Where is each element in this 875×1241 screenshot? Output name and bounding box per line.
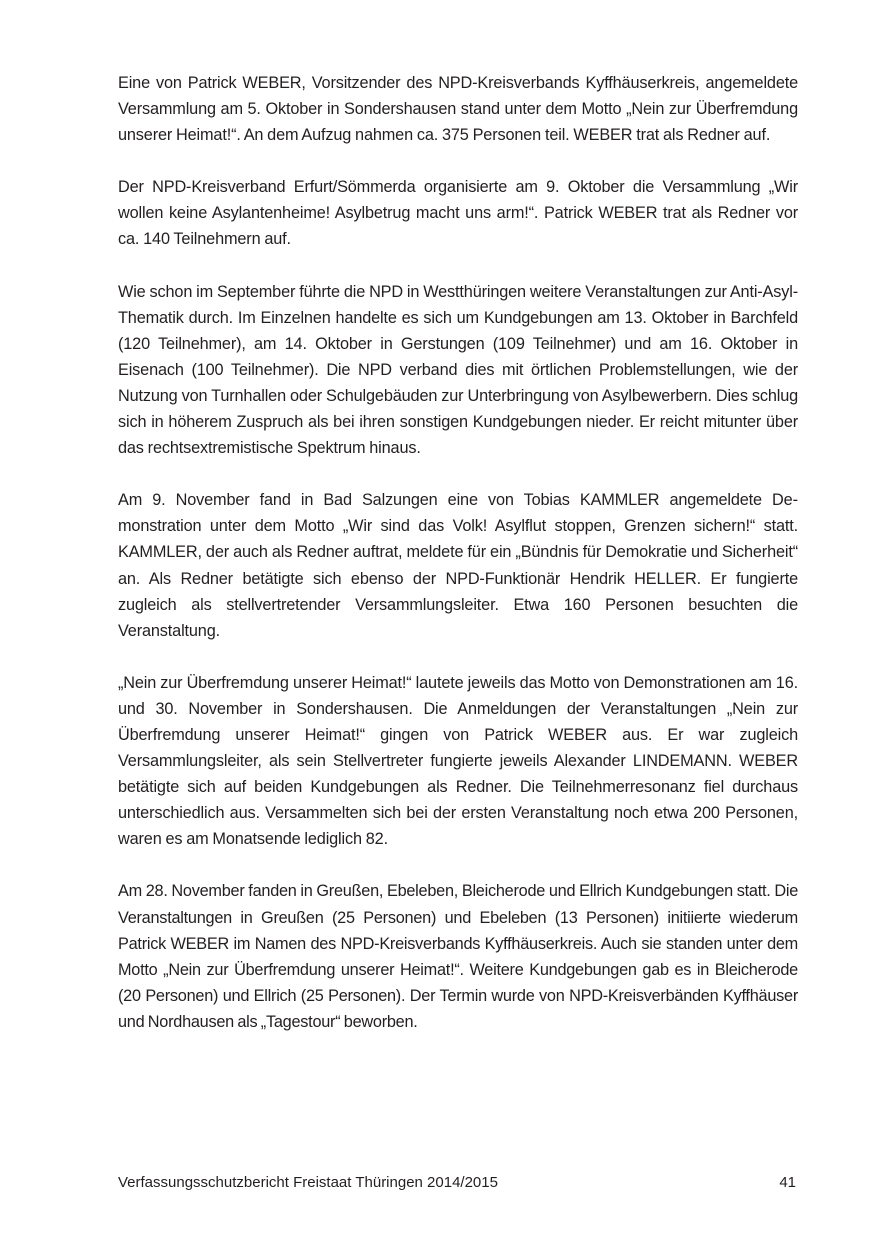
- paragraph-erfurt-soemmerda: Der NPD-Kreisverband Erfurt/Sömmerda organisierte am 9. Oktober die Versammlung „Wir wollen keine Asylantenheime! Asylbetrug macht uns arm!“. Patrick WEBER trat als Redner vor ca. 140 Teilnehmern auf.: [118, 178, 798, 249]
- paragraph-westthueringen: Wie schon im September führte die NPD in Westthüringen weitere Veranstaltungen zur Anti-Asyl-Thematik durch. Im Einzelnen handelte es sich um Kundgebungen am 13. Oktober in Barchfeld (120 Teilnehmer), am 14. Oktober in Gerstungen (109 Teilnehmer) und am 16. Oktober in Eisenach (100 Teilnehmer). Die NPD verband dies mit örtlichen Problemstellungen, wie der Nutzung von Turnhallen oder Schulgebäuden zur Unterbringung von Asylbewerbern. Dies schlug sich in höherem Zuspruch als bei ihren sonstigen Kundgebungen nieder. Er reicht mitunter über das rechtsextremistische Spektrum hinaus.: [118, 282, 798, 458]
- paragraph-bad-salzungen: Am 9. November fand in Bad Salzungen eine von Tobias KAMMLER angemeldete Demonstration unter dem Motto „Wir sind das Volk! Asylflut stoppen, Grenzen sichern!“ statt. KAMMLER, der auch als Redner auftrat, meldete für ein „Bündnis für Demokratie und Sicherheit“ an. Als Redner betätigte sich ebenso der NPD-Funktionär Hendrik HELLER. Er fungierte zugleich als stellvertretender Versammlungsleiter. Etwa 160 Personen besuchten die Veranstaltung.: [118, 491, 798, 640]
- paragraph-weber-sondershausen: Eine von Patrick WEBER, Vorsitzender des NPD-Kreisverbands Kyffhäuserkreis, angemeldete Versammlung am 5. Oktober in Sondershausen stand unter dem Motto „Nein zur Überfremdung unserer Heimat!“. An dem Aufzug nahmen ca. 375 Personen teil. WEBER trat als Redner auf.: [118, 74, 798, 145]
- page-footer: [118, 1170, 798, 1196]
- paragraph-28-november: Am 28. November fanden in Greußen, Ebeleben, Bleicherode und Ellrich Kundgebungen statt. Die Veranstaltungen in Greußen (25 Personen) und Ebeleben (13 Personen) initiierte wiederum Patrick WEBER im Namen des NPD-Kreisverbands Kyffhäuserkreis. Auch sie standen unter dem Motto „Nein zur Überfremdung unserer Heimat!“. Weitere Kundgebungen gab es in Bleicherode (20 Personen) und Ellrich (25 Personen). Der Termin wurde von NPD-Kreisverbänden Kyffhäuser und Nordhausen als „Tagestour“ beworben.: [118, 882, 798, 1031]
- footer-title: Verfassungsschutzbericht Freistaat Thüringen 2014/2015: [118, 1174, 498, 1191]
- page-body: [118, 70, 798, 1061]
- page-number: 41: [779, 1174, 796, 1191]
- paragraph-sondershausen-november: „Nein zur Überfremdung unserer Heimat!“ lautete jeweils das Motto von Demonstrationen am 16. und 30. November in Sondershausen. Die Anmeldungen der Veranstaltungen „Nein zur Überfremdung unserer Heimat!“ gingen von Patrick WEBER aus. Er war zugleich Versammlungsleiter, als sein Stellvertreter fungierte jeweils Alexander LINDEMANN. WEBER betätigte sich auf beiden Kundgebungen als Redner. Die Teilnehmerresonanz fiel durchaus unterschiedlich aus. Versammelten sich bei der ersten Veranstaltung noch etwa 200 Personen, waren es am Monatsende lediglich 82.: [118, 673, 798, 849]
